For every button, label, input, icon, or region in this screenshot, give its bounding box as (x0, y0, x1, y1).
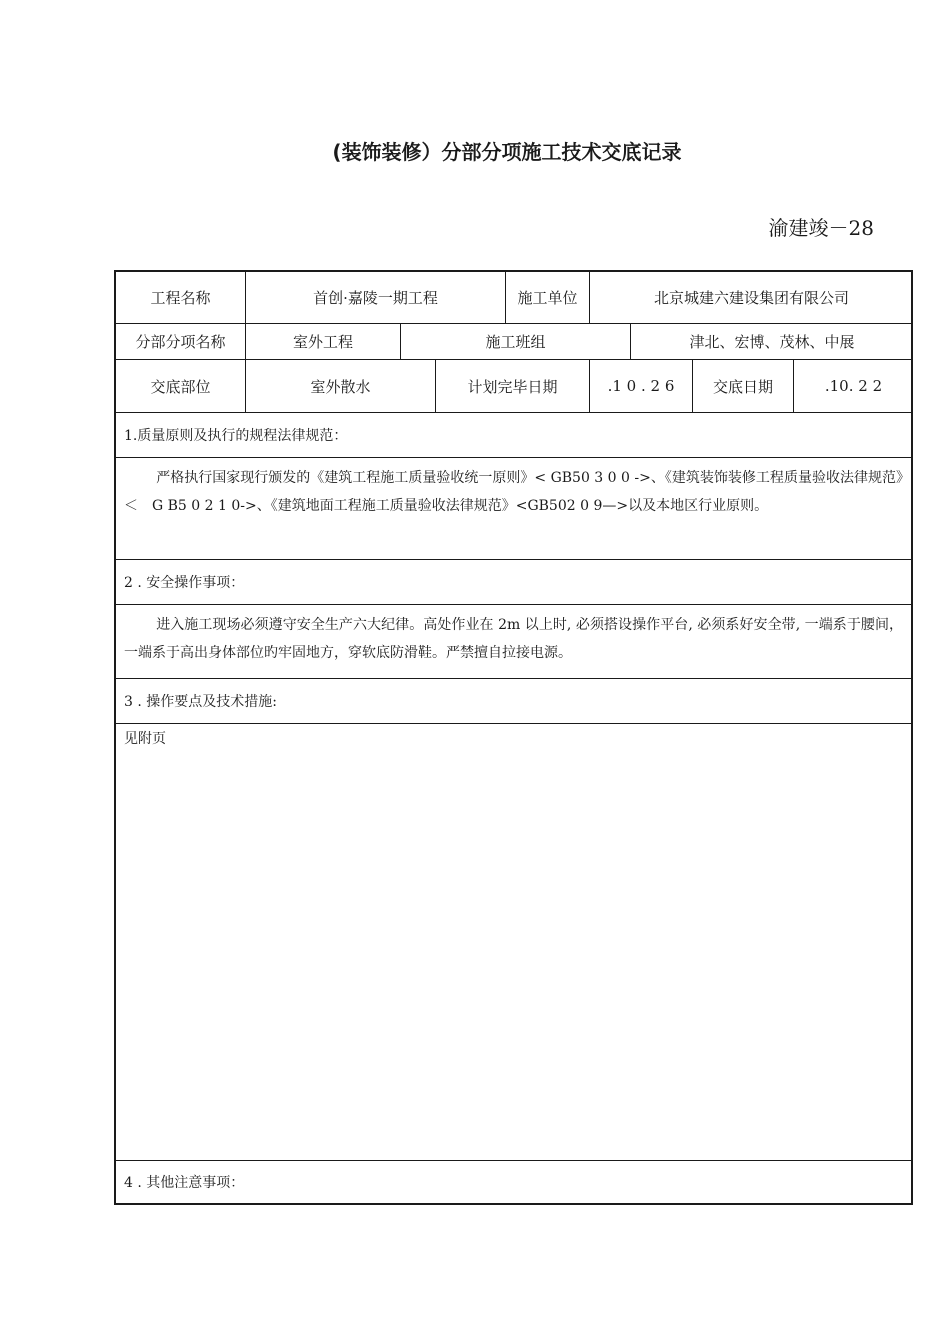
section1-body: 严格执行国家现行颁发的《建筑工程施工质量验收统一原则》< GB50 3 0 0 ->、《建筑装饰装修工程质量验收法律规范》＜ G B5 0 2 1 0->、《建筑地面工程施工质量验收法律规范》<GB502 0 9—>以及本地区行业原则。 (124, 470, 903, 514)
section3-heading: 3 . 操作要点及技术措施: (124, 694, 277, 710)
contractor-label: 施工单位 (506, 272, 590, 323)
row-project (116, 272, 911, 324)
briefing-form-table (114, 270, 913, 1205)
section1-heading-row (116, 413, 911, 458)
subitem-value: 室外工程 (246, 324, 401, 359)
document-code: 渝建竣－28 (768, 216, 874, 240)
section2-body: 进入施工现场必须遵守安全生产六大纪律。高处作业在 2m 以上时, 必须搭设操作平台, 必须系好安全带, 一端系于腰间，一端系于高出身体部位旳牢固地方，穿软底防滑鞋。严禁擅自拉接电源。 (124, 617, 903, 661)
planned-date-label: 计划完毕日期 (436, 360, 590, 412)
section4-heading-row (116, 1161, 911, 1203)
section2-body-row (116, 605, 911, 679)
project-name-label: 工程名称 (116, 272, 246, 323)
section4-heading: 4 . 其他注意事项： (124, 1175, 245, 1191)
section2-heading: 2 . 安全操作事项： (124, 575, 245, 591)
section3-body-row (116, 724, 911, 1161)
document-title: (装饰装修）分部分项施工技术交底记录 (332, 140, 682, 164)
subitem-label: 分部分项名称 (116, 324, 246, 359)
section3-body: 见附页 (124, 731, 166, 747)
team-value: 津北、宏博、茂林、中展 (689, 333, 855, 351)
row-subitem (116, 324, 911, 360)
location-label: 交底部位 (116, 360, 246, 412)
section1-body-row (116, 458, 911, 560)
briefing-date-label: 交底日期 (693, 360, 794, 412)
project-name-value: 首创·嘉陵一期工程 (246, 272, 506, 323)
section3-heading-row (116, 679, 911, 724)
team-label: 施工班组 (401, 324, 631, 359)
planned-date-value: .1 0 . 2 6 (590, 360, 693, 412)
briefing-date-value: .10. 2 2 (824, 377, 883, 395)
section2-heading-row (116, 560, 911, 605)
contractor-value: 北京城建六建设集团有限公司 (653, 289, 849, 307)
location-value: 室外散水 (246, 360, 436, 412)
section1-heading: 1.质量原则及执行的规程法律规范： (124, 428, 348, 444)
row-location (116, 360, 911, 413)
